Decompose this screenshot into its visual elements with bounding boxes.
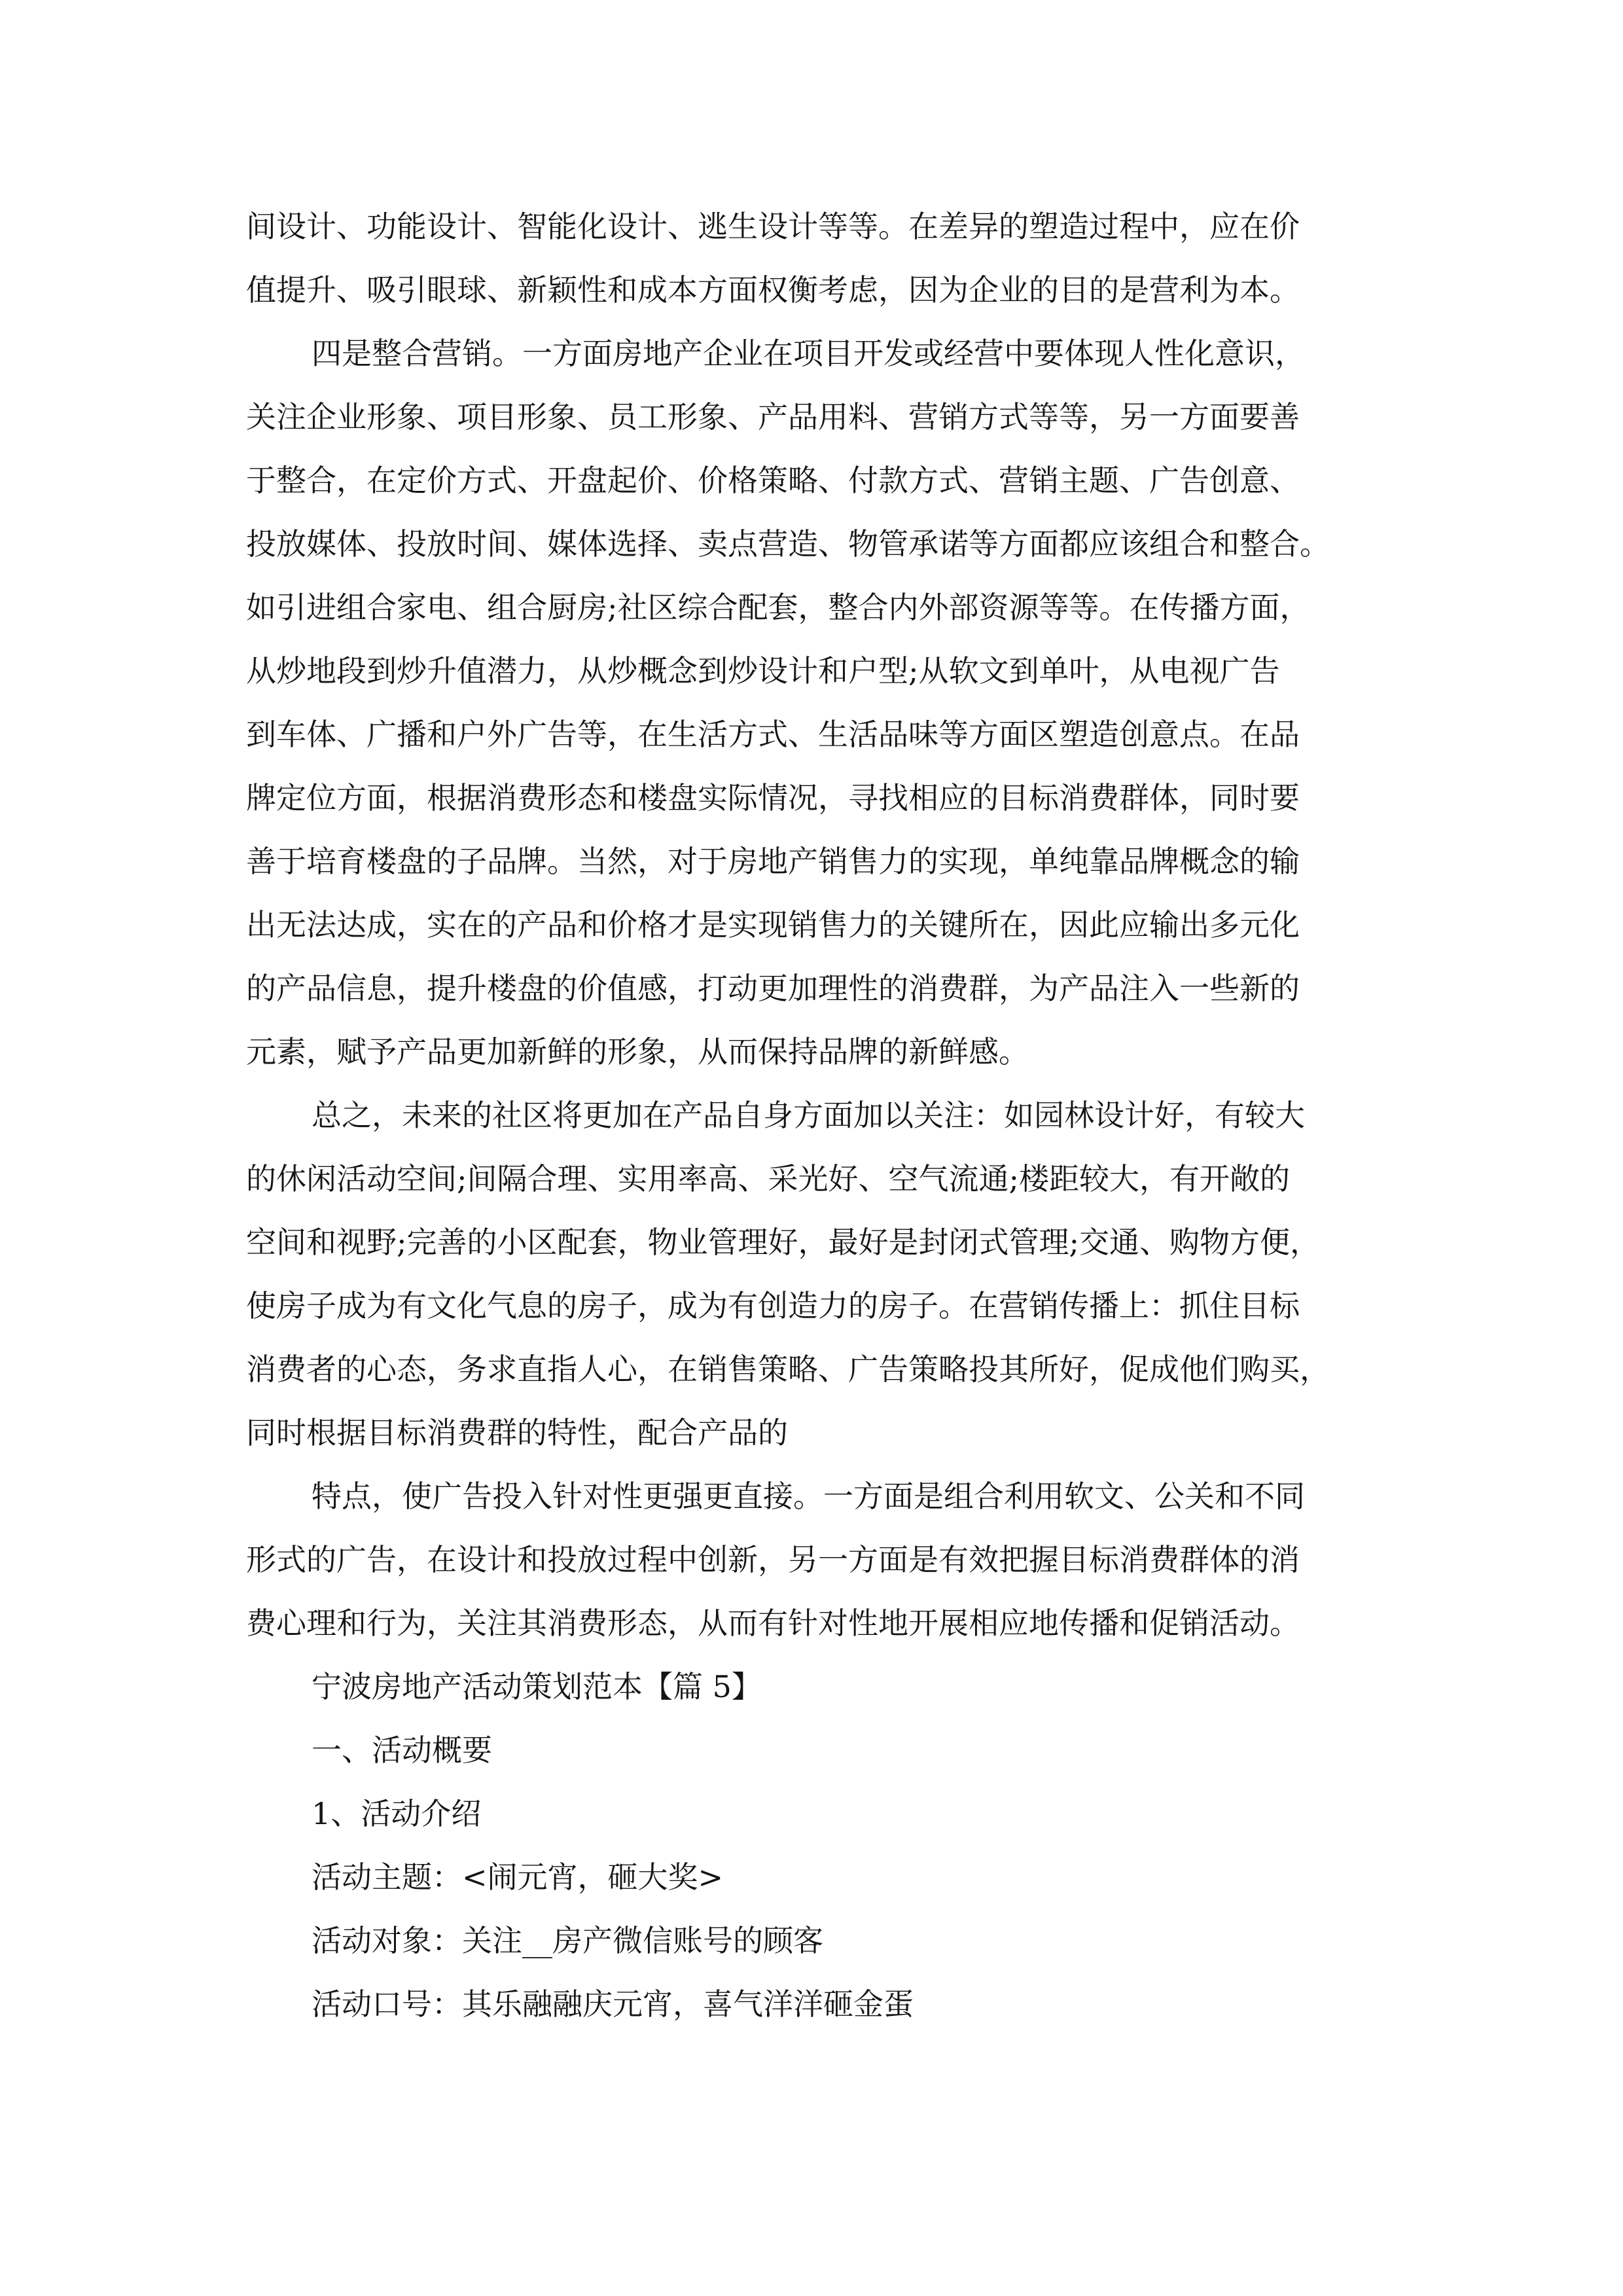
text-line: 活动口号：其乐融融庆元宵，喜气洋洋砸金蛋 [312,1986,914,2022]
text-line: 同时根据目标消费群的特性，配合产品的 [246,1415,788,1450]
text-line: 于整合，在定价方式、开盘起价、价格策略、付款方式、营销主题、广告创意、 [246,463,1300,498]
text-line: 出无法达成，实在的产品和价格才是实现销售力的关键所在，因此应输出多元化 [246,907,1300,942]
text-line: 牌定位方面，根据消费形态和楼盘实际情况，寻找相应的目标消费群体，同时要 [246,780,1300,816]
text-line: 关注企业形象、项目形象、员工形象、产品用料、营销方式等等，另一方面要善 [246,399,1300,435]
text-line: 从炒地段到炒升值潜力，从炒概念到炒设计和户型;从软文到单叶，从电视广告 [246,653,1280,689]
text-line: 值提升、吸引眼球、新颖性和成本方面权衡考虑，因为企业的目的是营利为本。 [246,272,1300,308]
text-line: 的产品信息，提升楼盘的价值感，打动更加理性的消费群，为产品注入一些新的 [246,971,1300,1006]
text-line: 如引进组合家电、组合厨房;社区综合配套，整合内外部资源等等。在传播方面， [246,590,1310,625]
text-line: 1、活动介绍 [312,1796,482,1831]
text-line: 间设计、功能设计、智能化设计、逃生设计等等。在差异的塑造过程中，应在价 [246,209,1300,244]
text-line: 一、活动概要 [312,1732,492,1768]
text-line: 总之，未来的社区将更加在产品自身方面加以关注：如园林设计好，有较大 [312,1098,1305,1133]
text-line: 的休闲活动空间;间隔合理、实用率高、采光好、空气流通;楼距较大，有开敞的 [246,1161,1290,1196]
text-line: 费心理和行为，关注其消费形态，从而有针对性地开展相应地传播和促销活动。 [246,1605,1300,1641]
text-line: 投放媒体、投放时间、媒体选择、卖点营造、物管承诺等方面都应该组合和整合。 [246,526,1330,562]
text-line: 善于培育楼盘的子品牌。当然，对于房地产销售力的实现，单纯靠品牌概念的输 [246,844,1300,879]
text-line: 活动主题：<闹元宵，砸大奖> [312,1859,724,1895]
text-line: 到车体、广播和户外广告等，在生活方式、生活品味等方面区塑造创意点。在品 [246,717,1300,752]
text-line: 特点，使广告投入针对性更强更直接。一方面是组合利用软文、公关和不同 [312,1479,1305,1514]
document-body [246,195,1390,2036]
text-line: 消费者的心态，务求直指人心，在销售策略、广告策略投其所好，促成他们购买， [246,1352,1330,1387]
text-line: 元素，赋予产品更加新鲜的形象，从而保持品牌的新鲜感。 [246,1034,1029,1069]
text-line: 形式的广告，在设计和投放过程中创新，另一方面是有效把握目标消费群体的消 [246,1542,1300,1577]
text-line: 四是整合营销。一方面房地产企业在项目开发或经营中要体现人性化意识， [312,336,1305,371]
text-line: 宁波房地产活动策划范本【篇 5】 [312,1669,762,1704]
text-line: 活动对象：关注__房产微信账号的顾客 [312,1923,823,1958]
text-line: 使房子成为有文化气息的房子，成为有创造力的房子。在营销传播上：抓住目标 [246,1288,1300,1323]
text-line: 空间和视野;完善的小区配套，物业管理好，最好是封闭式管理;交通、购物方便， [246,1225,1320,1260]
